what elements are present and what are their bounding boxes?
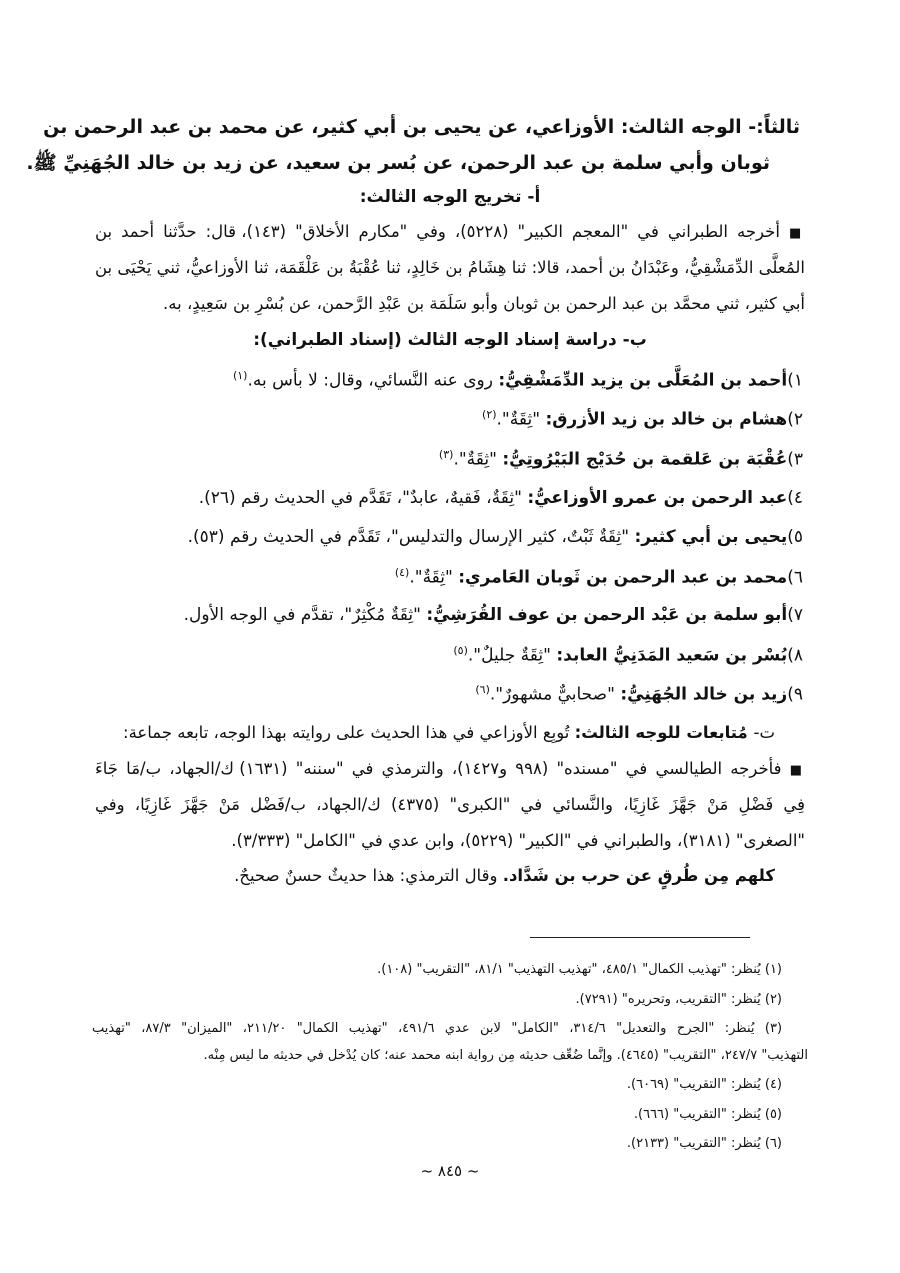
narrator-item-3 (95, 448, 803, 470)
section-c-paragraph-line-1 (95, 759, 805, 778)
footnote-ref[interactable]: (٢) (482, 408, 497, 421)
footnote-ref[interactable]: (٤) (394, 566, 410, 579)
narrator-grading: "ثِقَةٌ جليلٌ". (467, 645, 557, 666)
narrator-grading: "صحابيٌّ مشهورٌ". (489, 684, 621, 705)
narrator-item-5 (95, 527, 803, 547)
section-c-letter: ت- (753, 723, 775, 742)
narrator-name: يحيى بن أبي كثير: (634, 527, 788, 547)
item-number: ٤) (787, 488, 803, 508)
narrator-name: محمد بن عبد الرحمن بن ثَوبان العَامري: (458, 567, 788, 588)
footnote-3: (٣) يُنظر: "الجرح والتعديل" ٣١٤/٦، "الكامل" لابن عدي ٤٩١/٦، "تهذيب الكمال" ٢١١/٢٠، "الميزان" ٨٧/٣، "تهذيب (92, 1021, 783, 1036)
footnote-ref[interactable]: (١) (232, 369, 248, 382)
section-c-paragraph-line-3: "الصغرى" (٣١٨١)، والطبراني في "الكبير" (٥٢٢٩)، وابن عدي في "الكامل" (٣/٣٣٣). (231, 831, 805, 850)
item-number: ٩) (787, 684, 803, 705)
narrator-item-2 (95, 408, 803, 430)
narrator-grading: "ثِقَةٌ ثَبْتٌ، كثير الإرسال والتدليس"، تَقَدَّم في الحديث رقم (٥٣). (187, 527, 635, 547)
footnote-separator (530, 937, 750, 938)
page-number: ~ ٨٤٥ ~ (420, 1162, 480, 1180)
footnote-4: (٤) يُنظر: "التقريب" (٦٠٦٩). (626, 1077, 782, 1092)
bullet-icon: ■ (788, 226, 805, 241)
section-c-title: مُتابعات للوجه الثالث: (574, 723, 754, 742)
section-c-intro-text: تُوبِع الأوزاعي في هذا الحديث على روايته بهذا الوجه، تابعه جماعة: (123, 723, 575, 742)
narrator-item-7 (95, 605, 803, 625)
item-number: ٦) (787, 567, 803, 588)
footnote-ref[interactable]: (٦) (475, 683, 490, 696)
section-a-paragraph-line-1 (95, 222, 805, 241)
footnote-6: (٦) يُنظر: "التقريب" (٢١٣٣). (626, 1136, 782, 1151)
item-number: ٥) (787, 527, 803, 547)
section-heading-line-2: ثوبان وأبي سلمة بن عبد الرحمن، عن بُسر بن سعيد، عن زيد بن خالد الجُهَنِيِّ ﷺ. (26, 152, 770, 174)
item-number: ٨) (787, 645, 803, 666)
narrator-name: هشام بن خالد بن زيد الأزرق: (545, 409, 788, 430)
narrator-grading: "ثِقَةٌ". (409, 567, 459, 588)
narrator-grading: "ثِقَةٌ". (453, 449, 503, 470)
narrator-name: أبو سلمة بن عَبْد الرحمن بن عوف القُرَشِيُّ: (426, 605, 788, 625)
narrator-item-8 (95, 644, 803, 666)
footnote-ref[interactable]: (٥) (453, 644, 468, 657)
narrator-grading: "ثِقَةٌ". (496, 409, 546, 430)
section-b-title: ب- دراسة إسناد الوجه الثالث (إسناد الطبراني): (253, 330, 647, 350)
footnote-3-continued: التهذيب" ٢٤٧/٧، "التقريب" (٤٦٤٥). وإنَّما ضُعِّف حديثه مِن رواية ابنه محمد عنه؛ كان يُدْخل في حديثه ما ليس مِنْه. (203, 1048, 808, 1063)
conclusion-bold: كلهم مِن طُرقٍ عن حرب بن شَدَّاد. (502, 866, 775, 885)
section-a-title: أ- تخريج الوجه الثالث: (359, 187, 541, 207)
footnote-ref[interactable]: (٣) (438, 448, 454, 461)
narrator-name: عبد الرحمن بن عمرو الأوزاعيُّ: (527, 488, 788, 508)
section-c-conclusion (95, 866, 775, 885)
item-number: ١) (787, 370, 803, 391)
narrator-name: عُقْبَة بن عَلقمة بن حُدَيْج البَيْرُوتِيُّ: (502, 449, 788, 470)
narrator-grading: روى عنه النَّسائي، وقال: لا بأس به. (247, 370, 499, 391)
bullet-icon: ■ (789, 763, 805, 778)
footnote-1: (١) يُنظر: "تهذيب الكمال" ٤٨٥/١، "تهذيب التهذيب" ٨١/١، "التقريب" (١٠٨). (377, 962, 782, 977)
section-c-paragraph-line-2: فِي فَضْلِ مَنْ جَهَّزَ غَازِيًا، والنَّسائي في "الكبرى" (٤٣٧٥) ك/الجهاد، ب/فَضْل مَنْ جَهَّزَ غَازِيًا، وفي (95, 795, 806, 814)
heading-chain-start: الأوزاعي، عن يحيى بن أبي كثير، عن محمد بن عبد الرحمن بن (43, 116, 621, 138)
narrator-item-6 (95, 566, 803, 588)
item-number: ٢) (787, 409, 803, 430)
narrator-name: بُسْر بن سَعيد المَدَنِيُّ العابد: (556, 645, 788, 666)
conclusion-text: وقال الترمذي: هذا حديثٌ حسنٌ صحيحٌ. (234, 866, 503, 885)
narrator-grading: "ثِقَةٌ، فَقيهٌ، عابدٌ"، تَقَدَّم في الحديث رقم (٢٦). (198, 488, 528, 508)
section-c-text-1: فأخرجه الطيالسي في "مسنده" (٩٩٨ و١٤٢٧)، والترمذي في "سننه" (١٦٣١) ك/الجهاد، ب/مَا جَاءَ (95, 759, 782, 778)
item-number: ٧) (787, 605, 803, 625)
section-a-paragraph-line-2: المُعلَّى الدِّمَشْقِيُّ، وعَبْدَانُ بن أحمد، قالا: ثنا هِشَامُ بن خَالِدٍ، ثنا عُقْبَةُ بن عَلْقَمَة، ثنا الأوزاعيُّ، ثني يَحْيَى بن (95, 258, 805, 277)
narrator-name: زيد بن خالد الجُهَنِيُّ: (620, 684, 788, 705)
section-c-intro (95, 723, 775, 742)
footnote-5: (٥) يُنظر: "التقريب" (٦٦٦). (633, 1107, 782, 1122)
narrator-item-9 (95, 683, 803, 705)
section-heading-line-1 (43, 116, 800, 138)
section-a-text-1: أخرجه الطبراني في "المعجم الكبير" (٥٢٢٨)، وفي "مكارم الأخلاق" (١٤٣)، قال: حدَّثنا أحمد بن (95, 222, 780, 241)
item-number: ٣) (787, 449, 803, 470)
narrator-name: أحمد بن المُعَلَّى بن يزيد الدِّمَشْقِيُّ: (498, 370, 788, 391)
heading-label: ثالثاً:- الوجه الثالث: (620, 116, 800, 138)
section-a-paragraph-line-3: أبي كثير، ثني محمَّد بن عبد الرحمن بن ثوبان وأبو سَلَمَة بن عَبْدِ الرَّحمن، عن بُسْرِ بن سَعِيدٍ، به. (163, 294, 805, 313)
narrator-grading: "ثِقَةٌ مُكْثِرٌ"، تقدَّم في الوجه الأول. (183, 605, 427, 625)
narrator-item-4 (95, 488, 803, 508)
footnote-2: (٢) يُنظر: "التقريب، وتحريره" (٧٢٩١). (575, 992, 782, 1007)
narrator-item-1 (95, 369, 803, 391)
